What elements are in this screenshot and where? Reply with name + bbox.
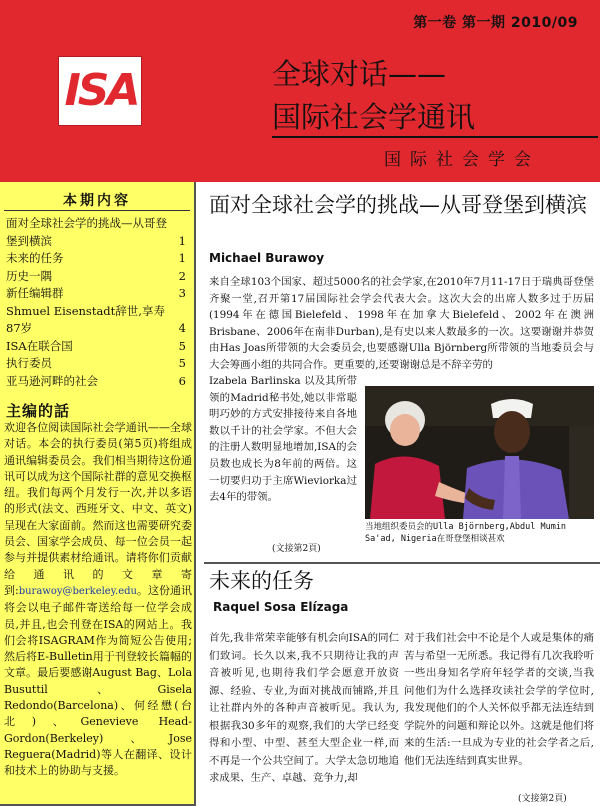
article1-continued: (文接第2頁) [272, 544, 321, 554]
toc-item[interactable] [6, 285, 186, 303]
article2-divider [204, 562, 600, 564]
toc-item[interactable] [6, 338, 186, 356]
toc-item-label: 未来的任务 [6, 251, 64, 265]
editor-email-link[interactable]: burawoy@berkeley.edu [18, 585, 137, 597]
toc-item[interactable] [6, 215, 186, 250]
association-name: 国际社会学会 [384, 150, 540, 170]
conference-photo-image [365, 386, 594, 519]
article2-title: 未来的任务 [209, 569, 314, 593]
article2-column-right: 对于我们社会中不论是个人或是集体的痛苦与希望一无所悉。我记得有几次我聆听一些出身知名学府年轻学者的交谈,当我问他们为什么选择攻读社会学的学位时,我发现他们的个人关怀似乎都无法连结到学院外的问题和辩论以外。这就是他们将来的生活:一旦成为专业的社会学者之后,他们无法连结到真实世界。 [404, 632, 594, 767]
editor-note-body [4, 420, 192, 780]
newsletter-title-line1: 全球对话—— [272, 57, 447, 91]
conference-photo [365, 386, 594, 519]
toc-item-page: 6 [178, 373, 186, 388]
sidebar [0, 182, 196, 806]
toc-item-label: ISA在联合国 [6, 338, 73, 353]
masthead [0, 0, 600, 182]
toc-item-page: 4 [178, 321, 186, 335]
toc-divider [4, 210, 190, 211]
photo-caption: 当地组织委员会的Ulla Björnberg,Abdul Mumin Sa'ad, Nigeria在哥登堡相谈甚欢 [365, 522, 567, 544]
toc-item[interactable] [6, 373, 186, 391]
editor-note-text-cont: 。这份通讯将会以电子邮件寄送给每一位学会成员,并且,也会刊登在ISA的网站上。我们会将ISAGRAM作为简短公告使用;然后将E-Bulletin用于刊登较长篇幅的文章。最后要感谢August Bag、Lola Busuttil、Gisela Redondo(Barcelona)、何经懋(台北)、Genevieve Head-Gordon(Berkeley)、Jose Reguera(Madrid)等人在翻译、设计和技术上的协助与支援。 [4, 583, 192, 778]
toc-item[interactable] [6, 250, 186, 268]
toc-item-label: 面对全球社会学的挑战—从哥登堡到横滨 [6, 216, 167, 248]
article1-title: 面对全球社会学的挑战—从哥登堡到横滨 [209, 193, 587, 217]
toc-item[interactable] [6, 303, 186, 338]
toc-item-page: 5 [178, 338, 186, 353]
issue-line: 第一卷 第一期 2010/09 [413, 15, 578, 31]
toc-item[interactable] [6, 268, 186, 286]
article2-author: Raquel Sosa Elízaga [213, 600, 349, 614]
toc-item-label: 新任编辑群 [6, 286, 64, 300]
editor-note-text: 欢迎各位阅读国际社会学通讯——全球对话。本会的执行委员(第5页)将组成通讯编辑委员会。我们相当期待这份通讯可以成为这个国际社群的意见交换枢纽。我们每两个月发行一次,并以多语的形式(法文、西班牙文、中文、英文)呈现在大家面前。然而这也需要研究委员会、国家学会成员、每一位会员一起参与并提供素材给通讯。请将你们贡献给通讯的文章寄到: [4, 421, 192, 597]
newsletter-title-line2: 国际社会学通讯 [272, 100, 476, 134]
toc-item-label: 历史一隅 [6, 268, 52, 283]
toc-item-page: 3 [178, 286, 186, 300]
article1-body: 来自全球103个国家、超过5000名的社会学家,在2010年7月11-17日于瑞典哥登堡齐聚一堂,召开第17届国际社会学会代表大会。这次大会的出席人数多过于历届(1994年在德国Bielefeld、1998年在加拿大Bielefeld、2002年在澳洲Brisbane、2006年在南非Durban),是有史以来人数最多的一次。这要谢谢并恭贺由Has Joas所带领的大会委员会,也要感谢Ulla Björnberg所带领的当地委员会与大会筹画小组的共同合作。更重要的,还要谢谢总是不辞辛劳的 [209, 276, 594, 371]
editor-note-title: 主编的話 [6, 402, 71, 420]
article2-continued: (文接第2頁) [518, 794, 567, 804]
toc-title: 本期内容 [63, 193, 131, 209]
toc-item-label: Shmuel Eisenstadt辞世,享寿87岁 [6, 303, 165, 335]
toc-item[interactable] [6, 355, 186, 373]
isa-logo-text: ISA [64, 65, 138, 116]
toc-item-label: 执行委员 [6, 356, 52, 370]
article2-column-left: 首先,我非常荣幸能够有机会向ISA的同仁们致词。长久以来,我不只期待让我的声音被听见,也期待我们学会愿意开放资源、经验、专业,为面对挑战而铺路,并且让社群内外的各种声音被听见。我认为,根据我30多年的观察,我们的大学已经变得和小型、中型、甚至大型企业一样,而不再是一个公共空间了。大学太急切地追求成果、生产、卓越、竞争力,却 [209, 632, 399, 784]
header-divider [272, 136, 598, 138]
toc-item-page: 1 [178, 251, 186, 265]
article1-author: Michael Burawoy [209, 251, 325, 265]
table-of-contents [6, 215, 186, 390]
toc-item-page: 5 [178, 356, 186, 370]
toc-item-label: 亚马逊河畔的社会 [6, 373, 98, 388]
article1-body-cont: Izabela Barlinska 以及其所带领的Madrid秘书处,她以非常聪明巧妙的方式安排接待来自各地数以千计的社会学家。不但大会的注册人数明显地增加,ISA的会员数也成长为8年前的两倍。这一切要归功于主席Wieviorka过去4年的带领。 [209, 375, 357, 504]
toc-item-page: 1 [178, 233, 186, 248]
isa-logo [58, 56, 142, 126]
toc-item-page: 2 [178, 268, 186, 283]
